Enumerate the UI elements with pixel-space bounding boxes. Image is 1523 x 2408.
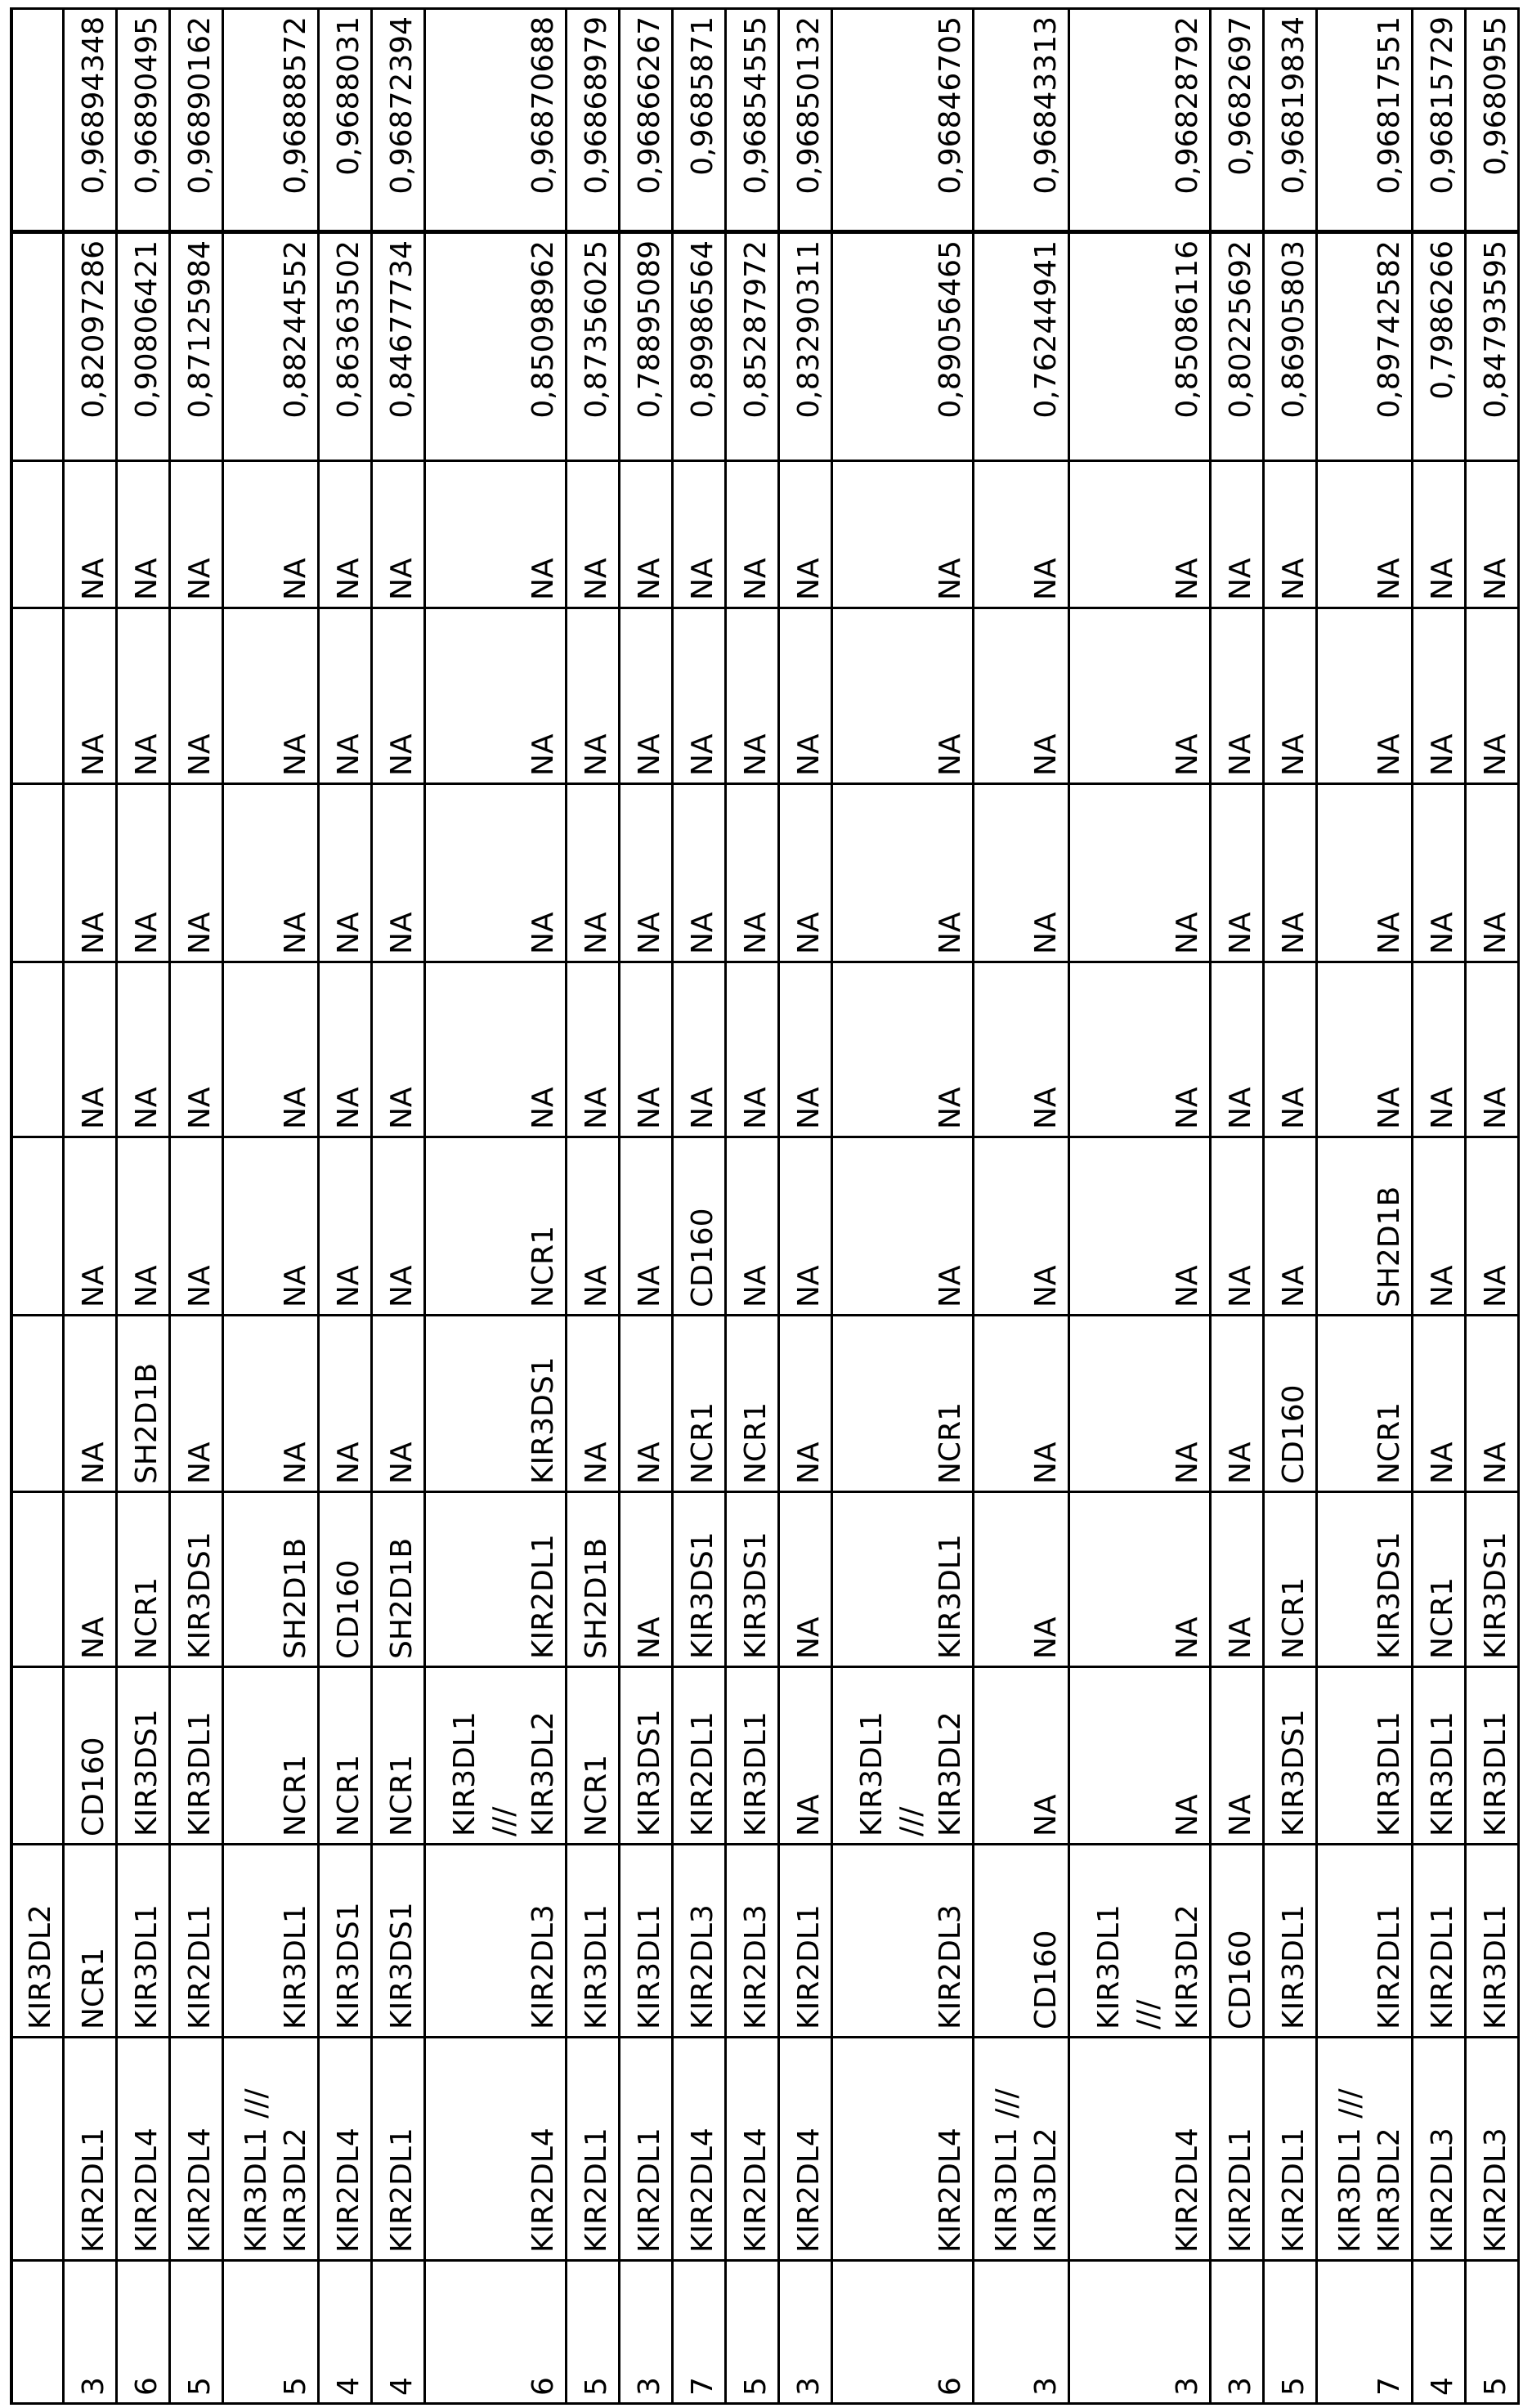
gene-2-cell: KIR3DL2 xyxy=(11,1845,63,2038)
score-2-cell: 0,96890495 xyxy=(116,9,169,232)
gene-9-cell: NA xyxy=(116,608,169,784)
gene-3-cell: NA xyxy=(778,1667,831,1845)
gene-9-cell: NA xyxy=(619,608,672,784)
gene-6-cell: SH2D1B xyxy=(1316,1137,1412,1316)
count-cell: 6 xyxy=(424,2261,566,2404)
gene-8-cell: NA xyxy=(778,784,831,962)
count-cell: 6 xyxy=(831,2261,973,2404)
gene-9-cell: NA xyxy=(1465,608,1518,784)
gene-8-cell: NA xyxy=(424,784,566,962)
score-2-cell: 0,9682697 xyxy=(1210,9,1263,232)
gene-9-cell: NA xyxy=(424,608,566,784)
gene-4-cell: KIR3DS1 xyxy=(672,1492,725,1667)
gene-7-cell xyxy=(11,962,63,1137)
table-row xyxy=(424,9,566,2404)
gene-7-cell: NA xyxy=(371,962,424,1137)
gene-5-cell: NA xyxy=(222,1316,318,1492)
gene-4-cell: NA xyxy=(619,1492,672,1667)
score-2-cell: 0,96817551 xyxy=(1316,9,1412,232)
gene-3-cell: NCR1 xyxy=(222,1667,318,1845)
gene-10-cell: NA xyxy=(169,461,222,608)
gene-3-cell: KIR3DL1 xyxy=(1316,1667,1412,1845)
gene-7-cell: NA xyxy=(1210,962,1263,1137)
gene-4-cell: NA xyxy=(1068,1492,1210,1667)
gene-8-cell: NA xyxy=(619,784,672,962)
gene-4-cell: SH2D1B xyxy=(222,1492,318,1667)
gene-8-cell xyxy=(11,784,63,962)
gene-4-cell: NCR1 xyxy=(1263,1492,1316,1667)
gene-10-cell xyxy=(11,461,63,608)
gene-3-cell: CD160 xyxy=(63,1667,116,1845)
gene-9-cell: NA xyxy=(973,608,1068,784)
table-row xyxy=(222,9,318,2404)
gene-7-cell: NA xyxy=(1412,962,1465,1137)
gene-3-cell: NCR1 xyxy=(371,1667,424,1845)
score-2-cell: 0,9685871 xyxy=(672,9,725,232)
table-row xyxy=(116,9,169,2404)
count-cell: 5 xyxy=(566,2261,619,2404)
gene-1-cell: KIR3DL1 /// KIR3DL2 xyxy=(973,2038,1068,2261)
gene-7-cell: NA xyxy=(566,962,619,1137)
gene-2-cell: KIR2DL1 xyxy=(169,1845,222,2038)
gene-6-cell: NA xyxy=(831,1137,973,1316)
gene-2-cell: KIR3DL1 xyxy=(1465,1845,1518,2038)
gene-9-cell: NA xyxy=(1412,608,1465,784)
gene-9-cell: NA xyxy=(1263,608,1316,784)
gene-9-cell xyxy=(11,608,63,784)
gene-6-cell: NA xyxy=(778,1137,831,1316)
gene-10-cell: NA xyxy=(831,461,973,608)
gene-5-cell: KIR3DS1 xyxy=(424,1316,566,1492)
gene-10-cell: NA xyxy=(1465,461,1518,608)
count-cell: 5 xyxy=(169,2261,222,2404)
table-row xyxy=(318,9,371,2404)
table-row xyxy=(63,9,116,2404)
gene-7-cell: NA xyxy=(672,962,725,1137)
table-row xyxy=(973,9,1068,2404)
gene-3-cell: NA xyxy=(1210,1667,1263,1845)
gene-1-cell: KIR2DL4 xyxy=(778,2038,831,2261)
gene-6-cell: NA xyxy=(725,1137,778,1316)
gene-8-cell: NA xyxy=(1465,784,1518,962)
gene-combination-table xyxy=(10,7,1520,2405)
gene-4-cell: NA xyxy=(1210,1492,1263,1667)
gene-5-cell: NA xyxy=(566,1316,619,1492)
gene-10-cell: NA xyxy=(371,461,424,608)
gene-8-cell: NA xyxy=(1412,784,1465,962)
score-2-cell xyxy=(11,9,63,232)
gene-2-cell: KIR3DL1 xyxy=(1263,1845,1316,2038)
count-cell: 3 xyxy=(1068,2261,1210,2404)
gene-2-cell: KIR3DS1 xyxy=(318,1845,371,2038)
gene-2-cell: KIR3DL1 xyxy=(222,1845,318,2038)
score-1-cell: 0,89986564 xyxy=(672,232,725,461)
gene-5-cell: NA xyxy=(1412,1316,1465,1492)
gene-7-cell: NA xyxy=(1465,962,1518,1137)
score-1-cell: 0,7986266 xyxy=(1412,232,1465,461)
gene-4-cell: NA xyxy=(973,1492,1068,1667)
gene-1-cell: KIR2DL1 xyxy=(63,2038,116,2261)
gene-6-cell: NCR1 xyxy=(424,1137,566,1316)
gene-2-cell: CD160 xyxy=(973,1845,1068,2038)
gene-3-cell: KIR3DL1 xyxy=(1465,1667,1518,1845)
count-cell: 4 xyxy=(1412,2261,1465,2404)
score-2-cell: 0,9680955 xyxy=(1465,9,1518,232)
count-cell: 3 xyxy=(619,2261,672,2404)
gene-6-cell: NA xyxy=(1465,1137,1518,1316)
gene-1-cell: KIR2DL4 xyxy=(424,2038,566,2261)
gene-2-cell: KIR2DL1 xyxy=(1412,1845,1465,2038)
gene-9-cell: NA xyxy=(318,608,371,784)
gene-8-cell: NA xyxy=(371,784,424,962)
gene-1-cell: KIR2DL4 xyxy=(725,2038,778,2261)
gene-6-cell: NA xyxy=(1263,1137,1316,1316)
gene-2-cell: NCR1 xyxy=(63,1845,116,2038)
table-row xyxy=(1316,9,1412,2404)
gene-7-cell: NA xyxy=(63,962,116,1137)
gene-4-cell: NCR1 xyxy=(1412,1492,1465,1667)
gene-9-cell: NA xyxy=(222,608,318,784)
gene-6-cell: NA xyxy=(973,1137,1068,1316)
count-cell: 5 xyxy=(1465,2261,1518,2404)
gene-1-cell: KIR2DL4 xyxy=(1068,2038,1210,2261)
gene-1-cell: KIR2DL4 xyxy=(169,2038,222,2261)
gene-1-cell xyxy=(11,2038,63,2261)
gene-10-cell: NA xyxy=(672,461,725,608)
gene-1-cell: KIR2DL1 xyxy=(619,2038,672,2261)
count-cell: 5 xyxy=(222,2261,318,2404)
count-cell: 7 xyxy=(672,2261,725,2404)
gene-8-cell: NA xyxy=(318,784,371,962)
gene-10-cell: NA xyxy=(778,461,831,608)
gene-7-cell: NA xyxy=(116,962,169,1137)
gene-9-cell: NA xyxy=(672,608,725,784)
gene-10-cell: NA xyxy=(1316,461,1412,608)
score-2-cell: 0,96819834 xyxy=(1263,9,1316,232)
table-row xyxy=(566,9,619,2404)
gene-3-cell: KIR3DS1 xyxy=(619,1667,672,1845)
gene-5-cell: NA xyxy=(169,1316,222,1492)
score-2-cell: 0,96815729 xyxy=(1412,9,1465,232)
gene-7-cell: NA xyxy=(619,962,672,1137)
gene-9-cell: NA xyxy=(1210,608,1263,784)
rotated-page xyxy=(10,10,1521,2405)
gene-4-cell: KIR2DL1 xyxy=(424,1492,566,1667)
gene-4-cell: CD160 xyxy=(318,1492,371,1667)
gene-6-cell: NA xyxy=(169,1137,222,1316)
gene-6-cell: NA xyxy=(318,1137,371,1316)
score-1-cell: 0,87125984 xyxy=(169,232,222,461)
gene-10-cell: NA xyxy=(619,461,672,608)
gene-8-cell: NA xyxy=(1068,784,1210,962)
score-1-cell: 0,85287972 xyxy=(725,232,778,461)
score-1-cell: 0,86363502 xyxy=(318,232,371,461)
gene-9-cell: NA xyxy=(169,608,222,784)
gene-6-cell: CD160 xyxy=(672,1137,725,1316)
count-cell: 5 xyxy=(725,2261,778,2404)
gene-5-cell: SH2D1B xyxy=(116,1316,169,1492)
gene-7-cell: NA xyxy=(1068,962,1210,1137)
gene-6-cell: NA xyxy=(116,1137,169,1316)
gene-1-cell: KIR2DL1 xyxy=(566,2038,619,2261)
gene-3-cell: KIR3DS1 xyxy=(116,1667,169,1845)
gene-3-cell: NCR1 xyxy=(318,1667,371,1845)
gene-6-cell: NA xyxy=(371,1137,424,1316)
gene-2-cell: KIR2DL3 xyxy=(672,1845,725,2038)
count-cell: 4 xyxy=(371,2261,424,2404)
gene-7-cell: NA xyxy=(725,962,778,1137)
gene-2-cell: KIR2DL1 xyxy=(778,1845,831,2038)
gene-8-cell: NA xyxy=(1316,784,1412,962)
score-1-cell: 0,88244552 xyxy=(222,232,318,461)
table-row xyxy=(1210,9,1263,2404)
score-1-cell: 0,80225692 xyxy=(1210,232,1263,461)
gene-2-cell: KIR3DL1 /// KIR3DL2 xyxy=(1068,1845,1210,2038)
gene-4-cell: KIR3DS1 xyxy=(169,1492,222,1667)
gene-6-cell: NA xyxy=(1412,1137,1465,1316)
gene-3-cell: KIR3DL1 /// KIR3DL2 xyxy=(424,1667,566,1845)
gene-4-cell: KIR3DL1 xyxy=(831,1492,973,1667)
gene-3-cell: KIR2DL1 xyxy=(672,1667,725,1845)
gene-8-cell: NA xyxy=(566,784,619,962)
gene-8-cell: NA xyxy=(63,784,116,962)
score-2-cell: 0,96843313 xyxy=(973,9,1068,232)
table-row xyxy=(1263,9,1316,2404)
gene-1-cell: KIR2DL4 xyxy=(116,2038,169,2261)
gene-4-cell: NA xyxy=(778,1492,831,1667)
count-cell: 5 xyxy=(1263,2261,1316,2404)
gene-8-cell: NA xyxy=(1210,784,1263,962)
table-row xyxy=(778,9,831,2404)
gene-10-cell: NA xyxy=(424,461,566,608)
score-1-cell: 0,84793595 xyxy=(1465,232,1518,461)
gene-10-cell: NA xyxy=(725,461,778,608)
gene-9-cell: NA xyxy=(725,608,778,784)
gene-9-cell: NA xyxy=(371,608,424,784)
gene-1-cell: KIR2DL3 xyxy=(1412,2038,1465,2261)
score-2-cell: 0,96870688 xyxy=(424,9,566,232)
table-row xyxy=(1465,9,1518,2404)
count-cell xyxy=(11,2261,63,2404)
gene-4-cell: NCR1 xyxy=(116,1492,169,1667)
count-cell: 3 xyxy=(63,2261,116,2404)
gene-3-cell: KIR3DS1 xyxy=(1263,1667,1316,1845)
score-1-cell: 0,84677734 xyxy=(371,232,424,461)
gene-5-cell: NA xyxy=(318,1316,371,1492)
gene-10-cell: NA xyxy=(1210,461,1263,608)
gene-4-cell: KIR3DS1 xyxy=(1465,1492,1518,1667)
gene-10-cell: NA xyxy=(973,461,1068,608)
gene-9-cell: NA xyxy=(778,608,831,784)
gene-5-cell: NA xyxy=(371,1316,424,1492)
gene-7-cell: NA xyxy=(973,962,1068,1137)
gene-10-cell: NA xyxy=(318,461,371,608)
score-1-cell: 0,85098962 xyxy=(424,232,566,461)
gene-10-cell: NA xyxy=(1263,461,1316,608)
gene-1-cell: KIR2DL4 xyxy=(318,2038,371,2261)
gene-1-cell: KIR2DL3 xyxy=(1465,2038,1518,2261)
gene-10-cell: NA xyxy=(1068,461,1210,608)
gene-6-cell: NA xyxy=(222,1137,318,1316)
gene-6-cell: NA xyxy=(63,1137,116,1316)
gene-10-cell: NA xyxy=(1412,461,1465,608)
gene-3-cell: KIR3DL1 xyxy=(1412,1667,1465,1845)
gene-4-cell: SH2D1B xyxy=(371,1492,424,1667)
gene-1-cell: KIR3DL1 /// KIR3DL2 xyxy=(222,2038,318,2261)
count-cell: 3 xyxy=(1210,2261,1263,2404)
gene-5-cell: NA xyxy=(619,1316,672,1492)
gene-10-cell: NA xyxy=(116,461,169,608)
score-2-cell: 0,9688031 xyxy=(318,9,371,232)
gene-1-cell: KIR2DL1 xyxy=(371,2038,424,2261)
gene-1-cell: KIR2DL4 xyxy=(831,2038,973,2261)
score-2-cell: 0,96872394 xyxy=(371,9,424,232)
gene-5-cell: CD160 xyxy=(1263,1316,1316,1492)
gene-10-cell: NA xyxy=(222,461,318,608)
table-body xyxy=(11,9,1518,2404)
score-2-cell: 0,96866267 xyxy=(619,9,672,232)
table-row xyxy=(619,9,672,2404)
gene-8-cell: NA xyxy=(169,784,222,962)
gene-2-cell: KIR2DL3 xyxy=(725,1845,778,2038)
gene-9-cell: NA xyxy=(1068,608,1210,784)
score-2-cell: 0,96868979 xyxy=(566,9,619,232)
count-cell: 3 xyxy=(778,2261,831,2404)
score-1-cell: 0,89056465 xyxy=(831,232,973,461)
score-1-cell: 0,90806421 xyxy=(116,232,169,461)
gene-6-cell: NA xyxy=(1068,1137,1210,1316)
gene-4-cell: SH2D1B xyxy=(566,1492,619,1667)
score-1-cell: 0,82097286 xyxy=(63,232,116,461)
gene-8-cell: NA xyxy=(672,784,725,962)
score-2-cell: 0,96828792 xyxy=(1068,9,1210,232)
gene-6-cell: NA xyxy=(566,1137,619,1316)
gene-7-cell: NA xyxy=(222,962,318,1137)
score-1-cell: 0,89742582 xyxy=(1316,232,1412,461)
score-1-cell: 0,86905803 xyxy=(1263,232,1316,461)
gene-7-cell: NA xyxy=(1263,962,1316,1137)
gene-3-cell: NA xyxy=(1068,1667,1210,1845)
table-row xyxy=(169,9,222,2404)
gene-5-cell xyxy=(11,1316,63,1492)
count-cell: 3 xyxy=(973,2261,1068,2404)
gene-5-cell: NCR1 xyxy=(831,1316,973,1492)
gene-6-cell: NA xyxy=(1210,1137,1263,1316)
table-row xyxy=(1068,9,1210,2404)
gene-2-cell: KIR3DS1 xyxy=(371,1845,424,2038)
gene-9-cell: NA xyxy=(831,608,973,784)
gene-8-cell: NA xyxy=(831,784,973,962)
gene-7-cell: NA xyxy=(778,962,831,1137)
gene-5-cell: NA xyxy=(1210,1316,1263,1492)
gene-7-cell: NA xyxy=(169,962,222,1137)
gene-2-cell: KIR3DL1 xyxy=(566,1845,619,2038)
gene-9-cell: NA xyxy=(566,608,619,784)
score-1-cell xyxy=(11,232,63,461)
gene-5-cell: NA xyxy=(778,1316,831,1492)
table-row xyxy=(831,9,973,2404)
gene-2-cell: KIR2DL3 xyxy=(424,1845,566,2038)
gene-8-cell: NA xyxy=(222,784,318,962)
gene-3-cell: NCR1 xyxy=(566,1667,619,1845)
gene-3-cell: NA xyxy=(973,1667,1068,1845)
table-row xyxy=(1412,9,1465,2404)
gene-2-cell: KIR2DL3 xyxy=(831,1845,973,2038)
table-row-partial xyxy=(11,9,63,2404)
count-cell: 7 xyxy=(1316,2261,1412,2404)
gene-1-cell: KIR2DL1 xyxy=(1263,2038,1316,2261)
gene-8-cell: NA xyxy=(973,784,1068,962)
gene-5-cell: NA xyxy=(1068,1316,1210,1492)
score-1-cell: 0,85086116 xyxy=(1068,232,1210,461)
score-1-cell: 0,83290311 xyxy=(778,232,831,461)
score-2-cell: 0,96888572 xyxy=(222,9,318,232)
gene-4-cell xyxy=(11,1492,63,1667)
count-cell: 4 xyxy=(318,2261,371,2404)
gene-2-cell: KIR2DL1 xyxy=(1316,1845,1412,2038)
gene-8-cell: NA xyxy=(725,784,778,962)
gene-10-cell: NA xyxy=(63,461,116,608)
gene-3-cell: KIR3DL1 xyxy=(169,1667,222,1845)
score-2-cell: 0,96846705 xyxy=(831,9,973,232)
gene-7-cell: NA xyxy=(831,962,973,1137)
gene-3-cell: KIR3DL1 /// KIR3DL2 xyxy=(831,1667,973,1845)
score-2-cell: 0,96854555 xyxy=(725,9,778,232)
gene-2-cell: KIR3DL1 xyxy=(116,1845,169,2038)
gene-8-cell: NA xyxy=(1263,784,1316,962)
gene-9-cell: NA xyxy=(63,608,116,784)
gene-1-cell: KIR3DL1 /// KIR3DL2 xyxy=(1316,2038,1412,2261)
score-2-cell: 0,96850132 xyxy=(778,9,831,232)
gene-7-cell: NA xyxy=(1316,962,1412,1137)
gene-5-cell: NA xyxy=(973,1316,1068,1492)
gene-7-cell: NA xyxy=(424,962,566,1137)
score-1-cell: 0,87356025 xyxy=(566,232,619,461)
table-row xyxy=(725,9,778,2404)
score-1-cell: 0,78895089 xyxy=(619,232,672,461)
gene-9-cell: NA xyxy=(1316,608,1412,784)
gene-5-cell: NCR1 xyxy=(725,1316,778,1492)
gene-8-cell: NA xyxy=(116,784,169,962)
gene-5-cell: NCR1 xyxy=(1316,1316,1412,1492)
count-cell: 6 xyxy=(116,2261,169,2404)
gene-2-cell: CD160 xyxy=(1210,1845,1263,2038)
score-2-cell: 0,96894348 xyxy=(63,9,116,232)
gene-6-cell: NA xyxy=(619,1137,672,1316)
gene-2-cell: KIR3DL1 xyxy=(619,1845,672,2038)
gene-6-cell xyxy=(11,1137,63,1316)
gene-3-cell xyxy=(11,1667,63,1845)
gene-4-cell: KIR3DS1 xyxy=(725,1492,778,1667)
gene-3-cell: KIR3DL1 xyxy=(725,1667,778,1845)
gene-10-cell: NA xyxy=(566,461,619,608)
gene-5-cell: NA xyxy=(1465,1316,1518,1492)
table-row xyxy=(672,9,725,2404)
gene-5-cell: NCR1 xyxy=(672,1316,725,1492)
score-2-cell: 0,96890162 xyxy=(169,9,222,232)
gene-1-cell: KIR2DL4 xyxy=(672,2038,725,2261)
gene-1-cell: KIR2DL1 xyxy=(1210,2038,1263,2261)
gene-4-cell: NA xyxy=(63,1492,116,1667)
score-1-cell: 0,76244941 xyxy=(973,232,1068,461)
table-row xyxy=(371,9,424,2404)
gene-4-cell: KIR3DS1 xyxy=(1316,1492,1412,1667)
gene-7-cell: NA xyxy=(318,962,371,1137)
gene-5-cell: NA xyxy=(63,1316,116,1492)
